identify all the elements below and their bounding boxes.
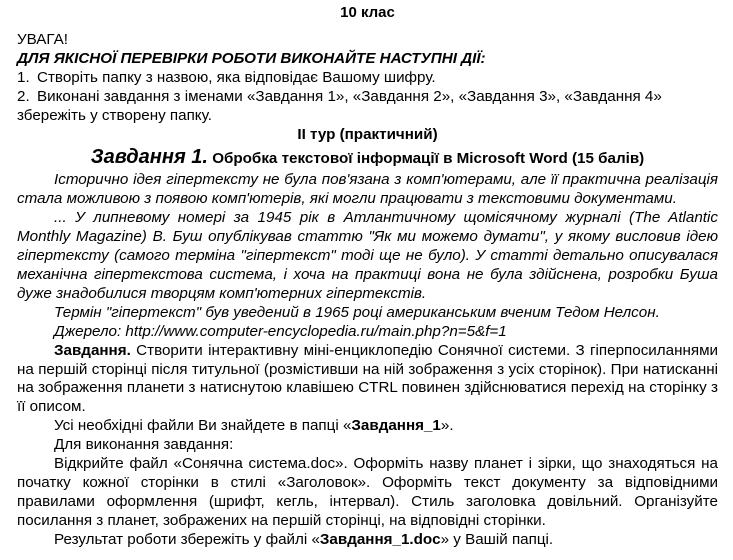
notice-item-2 [17,88,718,107]
intro-paragraph-2: ... У липневому номері за 1945 рік в Атлантичному щомісячному журналі (The Atlantic Monthly Magazine) В. Буш опублікував статтю "Як ми можемо думати", у якому висловив ідею гіпертексту (самого терміна "гіпертекст" тоді ще не було). У статті детально описувалася механічна гіпертекстова система, і хоча на практиці вона не була здійснена, розробки Буша дуже знадобилися творцям комп'ютерних гіпертекстів. [17,209,718,302]
save-prefix: Результат роботи збережіть у файлі « [54,530,320,548]
steps-paragraph: Відкрийте файл «Сонячна система.doc». Оформіть назву планет і зірки, що знаходяться на початку кожної сторінки в стилі «Заголовок». Оформіть текст документу за відповідними правилами оформлення (шрифт, кегль, інтервал). Стиль заголовка довільний. Організуйте посилання з планет, зображених на першій сторінці, на відповідні сторінки. [17,455,718,529]
task-number: Завдання 1. [90,146,208,169]
notice-item-1-number: 1. [17,68,30,86]
notice-item-2-text: Виконані завдання з іменами «Завдання 1», «Завдання 2», «Завдання 3», «Завдання 4» [37,87,662,105]
files-folder-name: Завдання_1 [351,417,441,435]
task-subtitle: Обробка текстової інформації в Microsoft Word (15 балів) [207,150,645,168]
assignment-label: Завдання. [54,341,131,359]
notice-item-1 [17,69,718,88]
notice-item-2-continued: збережіть у створену папку. [17,106,212,124]
attention-label: УВАГА! [17,31,68,48]
notice-item-2-number: 2. [17,87,30,105]
intro-paragraph-3: Термін "гіпертекст" був уведений в 1965 році американським вченим Тедом Нелсон. [54,303,660,321]
assignment-text: Створити інтерактивну міні-енциклопедію Сонячної системи. З гіперпосиланнями на першій сторінці після титульної (розмістивши на ній зображення з усіх сторінок). При натисканні на зображення планети з натиснутою клавішею CTRL повинен здійснюватися перехід на сторінку з її описом. [17,341,718,416]
assignment-paragraph [17,342,718,418]
files-prefix: Усі необхідні файли Ви знайдете в папці « [54,417,352,435]
save-file-name: Завдання_1.doc [319,530,441,548]
files-paragraph [17,417,718,436]
notice-item-1-text: Створіть папку з назвою, яка відповідає Вашому шифру. [37,68,436,86]
grade-heading: 10 клас [340,4,395,21]
save-suffix: » у Вашій папці. [440,530,554,548]
notice-heading: ДЛЯ ЯКІСНОЇ ПЕРЕВІРКИ РОБОТИ ВИКОНАЙТЕ НАСТУПНІ ДІЇ: [17,49,486,67]
round-title: ІІ тур (практичний) [297,125,438,143]
execution-intro: Для виконання завдання: [54,436,234,454]
files-suffix: ». [440,417,454,435]
task-title [17,145,718,171]
intro-paragraph-1: Історично ідея гіпертексту не була пов'язана з комп'ютерами, але її практична реалізація стала можливою з появою комп'ютерів, які могли працювати з текстовими документами. [17,171,718,208]
save-paragraph [17,531,718,550]
source-line: Джерело: http://www.computer-encyclopedia.ru/main.php?n=5&f=1 [54,322,507,340]
